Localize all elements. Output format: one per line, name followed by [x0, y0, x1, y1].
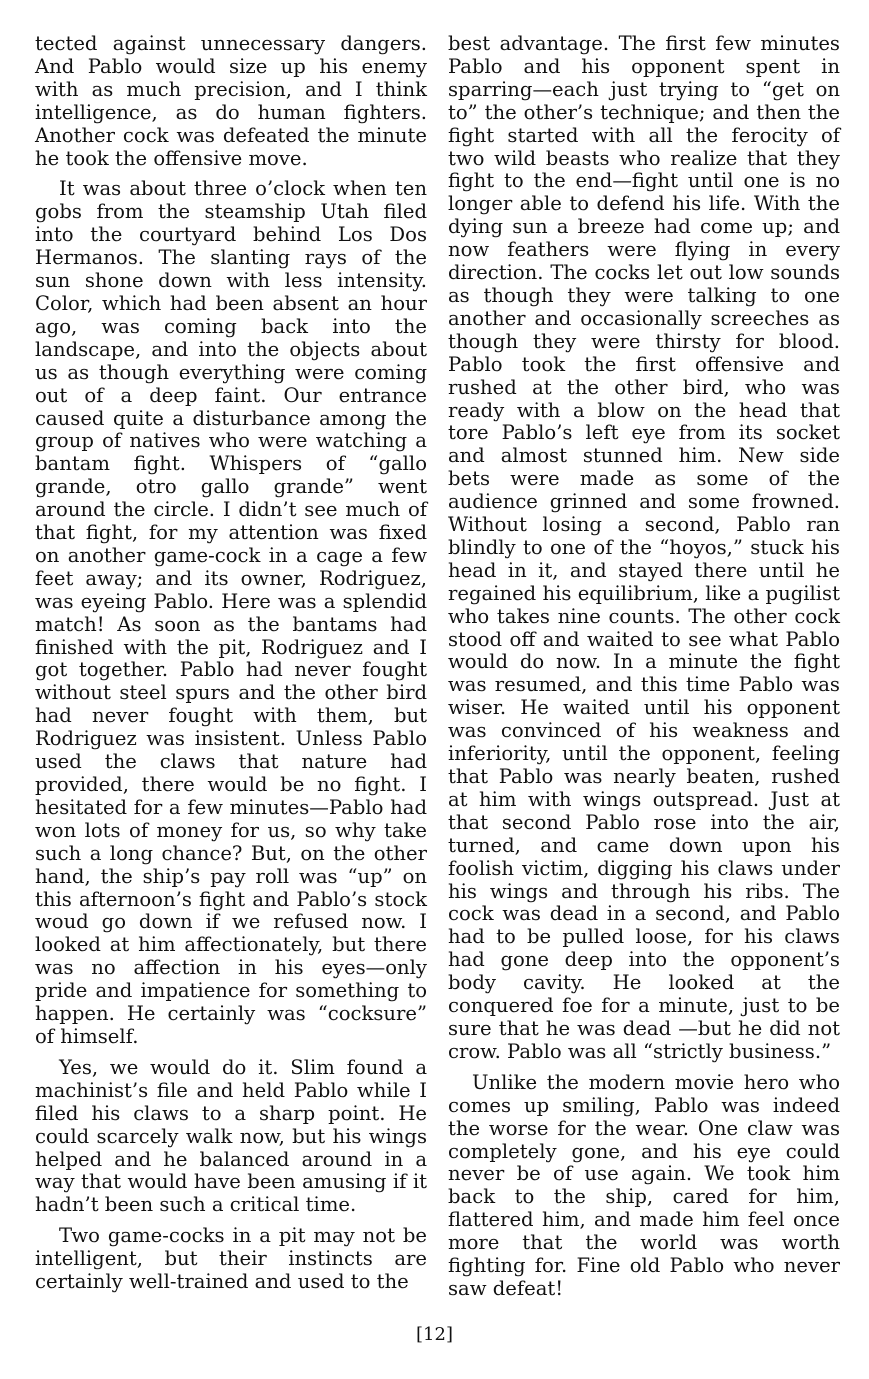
page-number: [12] [416, 1324, 453, 1345]
paragraph-ending: Unlike the modern movie hero who comes up smiling, Pablo was indeed the worse for the wear. One claw was completely gone, and his eye could never be of use again. We took him back to the ship, cared for him, flattered him, and made him feel once more that the world was worth fighting for. Fine old Pablo who never saw defeat! [448, 1070, 840, 1300]
paragraph-instincts: Two game-cocks in a pit may not be intelligent, but their instincts are certainly well-trained and used to the [35, 1224, 427, 1294]
left-column [35, 33, 427, 1294]
paragraph-fight: best advantage. The first few minutes Pablo and his opponent spent in sparring—each just trying to “get on to” the other’s technique; and then the fight started with all the ferocity of two wild beasts who realize that they fight to the end—fight until one is no longer able to defend his life. With the dying sun a breeze had come up; and now feathers were flying in every direction. The cocks let out low sounds as though they were talking to one another and occasionally screeches as though they were thirsty for blood. Pablo took the first offensive and rushed at the other bird, who was ready with a blow on the head that tore Pablo’s left eye from its socket and almost stunned him. New side bets were made as some of the audience grinned and some frowned. Without losing a second, Pablo ran blindly to one of the “hoyos,” stuck his head in it, and stayed there until he regained his equilibrium, like a pugilist who takes nine counts. The other cock stood off and waited to see what Pablo would do now. In a minute the fight was resumed, and this time Pablo was wiser. He waited until his opponent was convinced of his weakness and inferiority, until the opponent, feeling that Pablo was nearly beaten, rushed at him with wings outspread. Just at that second Pablo rose into the air, turned, and came down upon his foolish victim, digging his claws under his wings and through his ribs. The cock was dead in a second, and Pablo had to be pulled loose, for his claws had gone deep into the opponent’s body cavity. He looked at the conquered foe for a minute, just to be sure that he was dead —but he did not crow. Pablo was all “strictly business.” [448, 32, 840, 1063]
right-column [448, 33, 840, 1301]
paragraph-filing-claws: Yes, we would do it. Slim found a machinist’s file and held Pablo while I filed his claws to a sharp point. He could scarcely walk now, but his wings helped and he balanced around in a way that would have been amusing if it hadn’t been such a critical time. [35, 1055, 427, 1217]
paragraph-continued: tected against unnecessary dangers. And Pablo would size up his enemy with as much precision, and I think intelligence, as do human fighters. Another cock was defeated the minute he took the offensive move. [35, 32, 427, 170]
paragraph-courtyard: It was about three o’clock when ten gobs from the steamship Utah filed into the courtyard behind Los Dos Hermanos. The slanting rays of the sun shone down with less intensity. Color, which had been absent an hour ago, was coming back into the landscape, and into the objects about us as though everything were coming out of a deep faint. Our entrance caused quite a disturbance among the group of natives who were watching a bantam fight. Whispers of “gallo grande, otro gallo grande” went around the circle. I didn’t see much of that fight, for my attention was fixed on another game-cock in a cage a few feet away; and its owner, Rodriguez, was eyeing Pablo. Here was a splendid match! As soon as the bantams had finished with the pit, Rodriguez and I got together. Pablo had never fought without steel spurs and the other bird had never fought with them, but Rodriguez was insistent. Unless Pablo used the claws that nature had provided, there would be no fight. I hesitated for a few minutes—Pablo had won lots of money for us, so why take such a long chance? But, on the other hand, the ship’s pay roll was “up” on this afternoon’s fight and Pablo’s stock woud go down if we refused now. I looked at him affectionately, but there was no affection in his eyes—only pride and impatience for something to happen. He certainly was “cocksure” of himself. [35, 177, 427, 1048]
